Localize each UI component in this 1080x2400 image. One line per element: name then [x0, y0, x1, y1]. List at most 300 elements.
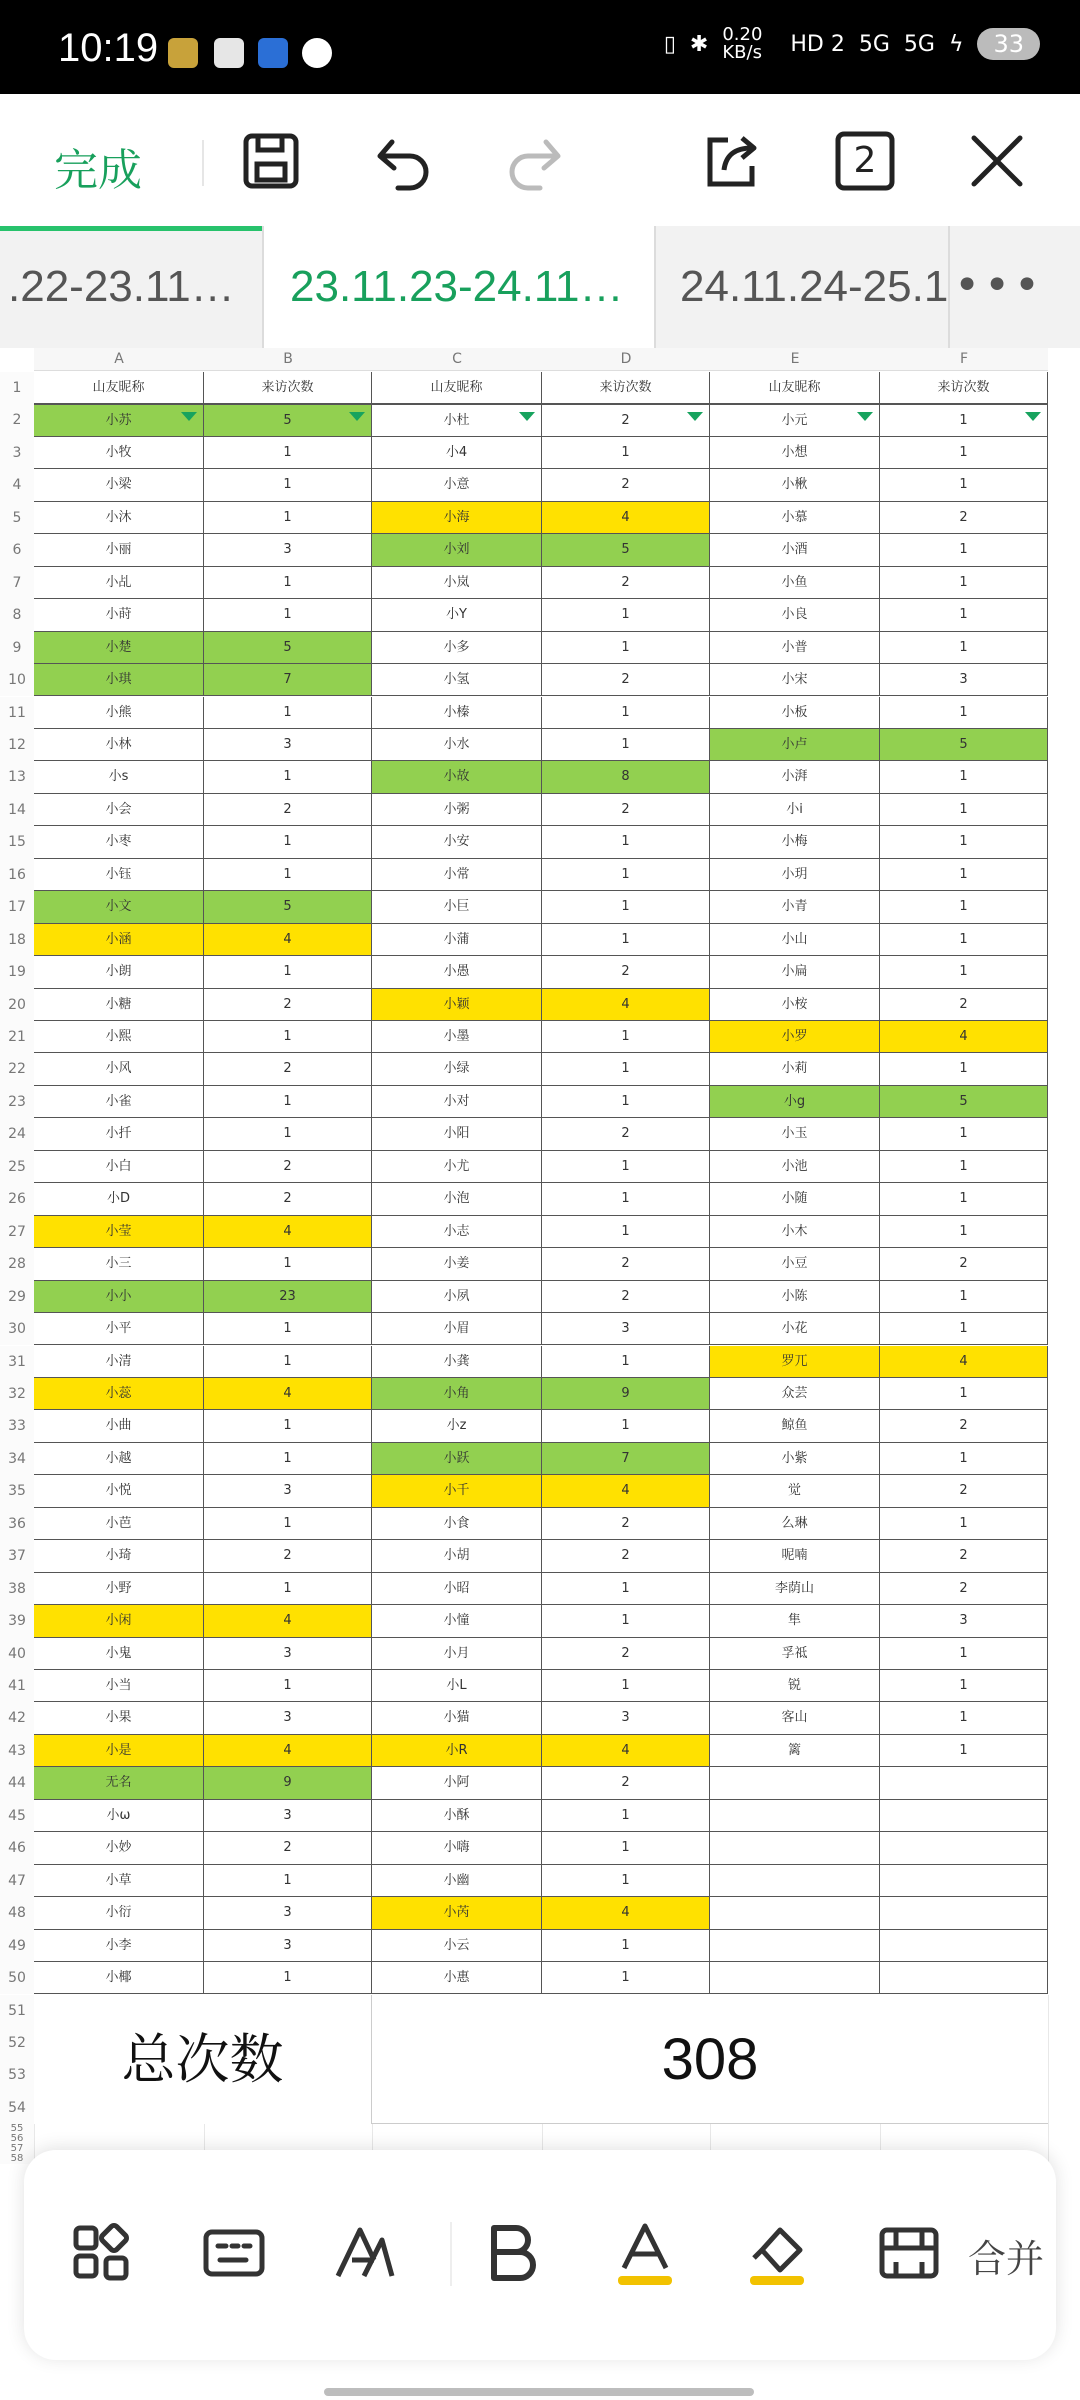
name-cell[interactable]: 小越	[34, 1443, 204, 1475]
font-style-icon[interactable]	[330, 2220, 396, 2286]
row-number[interactable]: 43	[0, 1735, 34, 1767]
count-cell[interactable]: 1	[880, 599, 1048, 631]
row-number[interactable]: 30	[0, 1313, 34, 1345]
name-cell[interactable]: 小莉	[710, 1053, 880, 1085]
row-number[interactable]: 34	[0, 1443, 34, 1475]
count-cell[interactable]: 4	[542, 502, 710, 534]
name-cell[interactable]: 小D	[34, 1183, 204, 1215]
row-number[interactable]: 57	[0, 2144, 34, 2154]
name-cell[interactable]: 锐	[710, 1670, 880, 1702]
count-cell[interactable]: 1	[880, 1313, 1048, 1345]
filter-dropdown-icon[interactable]	[857, 412, 873, 421]
name-cell[interactable]: 小林	[34, 729, 204, 761]
count-cell[interactable]: 1	[204, 1410, 372, 1442]
name-cell[interactable]: 小扁	[710, 956, 880, 988]
name-cell[interactable]: 小昭	[372, 1573, 542, 1605]
name-cell[interactable]: 小氢	[372, 664, 542, 696]
count-cell[interactable]: 4	[204, 1735, 372, 1767]
name-cell[interactable]: 小良	[710, 599, 880, 631]
filter-dropdown-icon[interactable]	[349, 412, 365, 421]
count-cell[interactable]: 9	[542, 1378, 710, 1410]
name-cell[interactable]: 觉	[710, 1475, 880, 1507]
count-cell[interactable]: 2	[542, 1118, 710, 1150]
name-cell[interactable]: 小平	[34, 1313, 204, 1345]
name-cell[interactable]: 小鬼	[34, 1638, 204, 1670]
count-cell[interactable]: 1	[542, 599, 710, 631]
count-cell[interactable]: 1	[542, 729, 710, 761]
name-cell[interactable]: 小姜	[372, 1248, 542, 1280]
name-cell[interactable]: 小风	[34, 1053, 204, 1085]
count-cell[interactable]: 1	[880, 469, 1048, 501]
count-cell[interactable]: 1	[542, 1021, 710, 1053]
name-cell[interactable]: 小文	[34, 891, 204, 923]
name-cell[interactable]: 小玉	[710, 1118, 880, 1150]
count-cell[interactable]: 5	[204, 632, 372, 664]
row-number[interactable]: 32	[0, 1378, 34, 1410]
row-number[interactable]: 46	[0, 1832, 34, 1864]
header-cell[interactable]: 山友昵称	[372, 372, 542, 404]
count-cell[interactable]: 1	[542, 1605, 710, 1637]
row-number[interactable]: 13	[0, 761, 34, 793]
name-cell[interactable]: 小猫	[372, 1702, 542, 1734]
count-cell[interactable]	[880, 1865, 1048, 1897]
header-cell[interactable]: 来访次数	[542, 372, 710, 404]
name-cell[interactable]: 小夙	[372, 1281, 542, 1313]
name-cell[interactable]: 小阳	[372, 1118, 542, 1150]
name-cell[interactable]: 小s	[34, 761, 204, 793]
count-cell[interactable]: 1	[204, 697, 372, 729]
row-number[interactable]: 33	[0, 1410, 34, 1442]
name-cell[interactable]: 小嗨	[372, 1832, 542, 1864]
count-cell[interactable]: 2	[542, 664, 710, 696]
count-cell[interactable]: 1	[880, 437, 1048, 469]
count-cell[interactable]: 1	[542, 1832, 710, 1864]
header-cell[interactable]: 来访次数	[880, 372, 1048, 404]
name-cell[interactable]: 小李	[34, 1930, 204, 1962]
row-number[interactable]: 9	[0, 632, 34, 664]
count-cell[interactable]: 4	[204, 924, 372, 956]
name-cell[interactable]: 小乩	[34, 567, 204, 599]
row-number[interactable]: 40	[0, 1638, 34, 1670]
name-cell[interactable]: 小小	[34, 1281, 204, 1313]
count-cell[interactable]: 3	[880, 664, 1048, 696]
name-cell[interactable]: 小卢	[710, 729, 880, 761]
name-cell[interactable]: 小泡	[372, 1183, 542, 1215]
row-number[interactable]: 48	[0, 1897, 34, 1929]
row-number[interactable]: 15	[0, 826, 34, 858]
count-cell[interactable]: 2	[204, 794, 372, 826]
count-cell[interactable]: 1	[542, 1962, 710, 1994]
name-cell[interactable]: 小4	[372, 437, 542, 469]
name-cell[interactable]: 小雀	[34, 1086, 204, 1118]
count-cell[interactable]: 1	[204, 1086, 372, 1118]
row-number[interactable]: 39	[0, 1605, 34, 1637]
name-cell[interactable]: 小琪	[34, 664, 204, 696]
name-cell[interactable]: 客山	[710, 1702, 880, 1734]
name-cell[interactable]: 小清	[34, 1346, 204, 1378]
name-cell[interactable]: 小水	[372, 729, 542, 761]
row-number[interactable]: 24	[0, 1118, 34, 1150]
count-cell[interactable]: 2	[542, 1508, 710, 1540]
name-cell[interactable]: 小芮	[372, 1897, 542, 1929]
count-cell[interactable]: 1	[880, 1216, 1048, 1248]
row-number[interactable]: 14	[0, 794, 34, 826]
count-cell[interactable]: 1	[880, 404, 1048, 436]
count-cell[interactable]: 1	[204, 761, 372, 793]
count-cell[interactable]: 1	[204, 1346, 372, 1378]
count-cell[interactable]: 1	[204, 599, 372, 631]
name-cell[interactable]: 小是	[34, 1735, 204, 1767]
count-cell[interactable]: 2	[880, 1248, 1048, 1280]
count-cell[interactable]: 2	[542, 1767, 710, 1799]
name-cell[interactable]: 小楸	[710, 469, 880, 501]
name-cell[interactable]: 小尤	[372, 1151, 542, 1183]
name-cell[interactable]: 小玥	[710, 859, 880, 891]
row-number[interactable]: 38	[0, 1573, 34, 1605]
count-cell[interactable]: 1	[880, 859, 1048, 891]
row-number[interactable]: 23	[0, 1086, 34, 1118]
name-cell[interactable]: 小酒	[710, 534, 880, 566]
name-cell[interactable]: 小梅	[710, 826, 880, 858]
count-cell[interactable]: 1	[542, 826, 710, 858]
count-cell[interactable]: 4	[204, 1216, 372, 1248]
grid-view-icon[interactable]	[68, 2220, 134, 2286]
name-cell[interactable]: 无名	[34, 1767, 204, 1799]
row-number[interactable]: 4	[0, 469, 34, 501]
count-cell[interactable]: 4	[880, 1021, 1048, 1053]
total-label[interactable]: 总次数	[34, 1995, 372, 2125]
count-cell[interactable]: 2	[880, 989, 1048, 1021]
count-cell[interactable]: 2	[204, 1053, 372, 1085]
name-cell[interactable]: 小L	[372, 1670, 542, 1702]
name-cell[interactable]: 小果	[34, 1702, 204, 1734]
name-cell[interactable]: 篱	[710, 1735, 880, 1767]
count-cell[interactable]: 1	[880, 1670, 1048, 1702]
keyboard-icon[interactable]	[200, 2220, 266, 2286]
name-cell[interactable]: 小蕊	[34, 1378, 204, 1410]
count-cell[interactable]: 1	[542, 1086, 710, 1118]
count-cell[interactable]	[880, 1832, 1048, 1864]
name-cell[interactable]: 小木	[710, 1216, 880, 1248]
count-cell[interactable]: 2	[880, 1573, 1048, 1605]
name-cell[interactable]: 小故	[372, 761, 542, 793]
name-cell[interactable]: 小惠	[372, 1962, 542, 1994]
done-button[interactable]: 完成	[54, 145, 142, 196]
count-cell[interactable]: 1	[880, 794, 1048, 826]
name-cell[interactable]: 小池	[710, 1151, 880, 1183]
row-number[interactable]: 12	[0, 729, 34, 761]
name-cell[interactable]: 小多	[372, 632, 542, 664]
count-cell[interactable]: 1	[880, 632, 1048, 664]
name-cell[interactable]: 小意	[372, 469, 542, 501]
count-cell[interactable]: 2	[542, 404, 710, 436]
row-number[interactable]: 19	[0, 956, 34, 988]
row-number[interactable]: 35	[0, 1475, 34, 1507]
name-cell[interactable]: 小月	[372, 1638, 542, 1670]
count-cell[interactable]: 1	[204, 437, 372, 469]
name-cell[interactable]: 小杜	[372, 404, 542, 436]
row-number[interactable]: 6	[0, 534, 34, 566]
count-cell[interactable]: 3	[204, 1475, 372, 1507]
count-cell[interactable]: 1	[542, 1865, 710, 1897]
home-indicator[interactable]	[324, 2388, 754, 2396]
count-cell[interactable]: 4	[204, 1605, 372, 1637]
name-cell[interactable]: 小野	[34, 1573, 204, 1605]
count-cell[interactable]: 4	[542, 989, 710, 1021]
name-cell[interactable]: 小云	[372, 1930, 542, 1962]
name-cell[interactable]: 小丽	[34, 534, 204, 566]
name-cell[interactable]: 李荫山	[710, 1573, 880, 1605]
name-cell[interactable]: 小颖	[372, 989, 542, 1021]
count-cell[interactable]: 3	[542, 1313, 710, 1345]
count-cell[interactable]: 1	[204, 1443, 372, 1475]
row-number[interactable]: 16	[0, 859, 34, 891]
count-cell[interactable]: 1	[542, 632, 710, 664]
name-cell[interactable]: 小R	[372, 1735, 542, 1767]
count-cell[interactable]: 1	[204, 956, 372, 988]
row-number[interactable]: 7	[0, 567, 34, 599]
row-number[interactable]: 55	[0, 2124, 34, 2134]
name-cell[interactable]: 小绿	[372, 1053, 542, 1085]
name-cell[interactable]: 小宋	[710, 664, 880, 696]
name-cell[interactable]: 小当	[34, 1670, 204, 1702]
name-cell[interactable]	[710, 1962, 880, 1994]
count-cell[interactable]: 3	[542, 1702, 710, 1734]
column-header-d[interactable]: D	[542, 348, 710, 371]
name-cell[interactable]: 小幽	[372, 1865, 542, 1897]
count-cell[interactable]: 1	[204, 1248, 372, 1280]
merge-label[interactable]: 合并	[968, 2237, 1045, 2281]
count-cell[interactable]: 2	[542, 1638, 710, 1670]
name-cell[interactable]: 小罗	[710, 1021, 880, 1053]
row-number[interactable]: 3	[0, 437, 34, 469]
name-cell[interactable]: 小元	[710, 404, 880, 436]
name-cell[interactable]: 小涵	[34, 924, 204, 956]
count-cell[interactable]: 2	[880, 1410, 1048, 1442]
name-cell[interactable]: 小Y	[372, 599, 542, 631]
filter-dropdown-icon[interactable]	[687, 412, 703, 421]
count-cell[interactable]: 1	[542, 1930, 710, 1962]
count-cell[interactable]: 2	[542, 956, 710, 988]
name-cell[interactable]: 小湃	[710, 761, 880, 793]
name-cell[interactable]: 呢喃	[710, 1540, 880, 1572]
undo-icon[interactable]	[370, 128, 436, 194]
count-cell[interactable]: 2	[204, 1832, 372, 1864]
count-cell[interactable]: 3	[204, 1800, 372, 1832]
count-cell[interactable]: 1	[880, 1508, 1048, 1540]
name-cell[interactable]: 小钰	[34, 859, 204, 891]
row-number[interactable]: 5	[0, 502, 34, 534]
name-cell[interactable]: 小跃	[372, 1443, 542, 1475]
count-cell[interactable]: 2	[204, 1183, 372, 1215]
count-cell[interactable]: 5	[880, 729, 1048, 761]
count-cell[interactable]: 2	[542, 1248, 710, 1280]
count-cell[interactable]: 1	[542, 697, 710, 729]
count-cell[interactable]: 1	[542, 1183, 710, 1215]
name-cell[interactable]: 众芸	[710, 1378, 880, 1410]
name-cell[interactable]: 小琦	[34, 1540, 204, 1572]
count-cell[interactable]: 1	[880, 534, 1048, 566]
count-cell[interactable]: 1	[880, 891, 1048, 923]
row-number[interactable]: 22	[0, 1053, 34, 1085]
count-cell[interactable]: 2	[880, 1540, 1048, 1572]
save-icon[interactable]	[238, 128, 304, 194]
count-cell[interactable]: 4	[542, 1475, 710, 1507]
window-count-icon[interactable]	[832, 128, 898, 194]
count-cell[interactable]: 2	[880, 502, 1048, 534]
name-cell[interactable]: 小志	[372, 1216, 542, 1248]
count-cell[interactable]	[880, 1767, 1048, 1799]
name-cell[interactable]: 小随	[710, 1183, 880, 1215]
row-number[interactable]: 27	[0, 1216, 34, 1248]
cell-merge-icon[interactable]	[876, 2220, 942, 2286]
count-cell[interactable]	[880, 1930, 1048, 1962]
count-cell[interactable]: 4	[204, 1378, 372, 1410]
count-cell[interactable]: 1	[204, 1670, 372, 1702]
column-header-f[interactable]: F	[880, 348, 1048, 371]
count-cell[interactable]	[880, 1800, 1048, 1832]
row-number[interactable]: 11	[0, 697, 34, 729]
name-cell[interactable]: 小楚	[34, 632, 204, 664]
count-cell[interactable]: 1	[880, 1735, 1048, 1767]
count-cell[interactable]: 1	[542, 1216, 710, 1248]
name-cell[interactable]: 小巨	[372, 891, 542, 923]
row-number[interactable]: 41	[0, 1670, 34, 1702]
row-number[interactable]: 52	[0, 2027, 34, 2059]
name-cell[interactable]	[710, 1767, 880, 1799]
row-number[interactable]: 2	[0, 404, 34, 436]
name-cell[interactable]: 罗兀	[710, 1346, 880, 1378]
name-cell[interactable]: 小g	[710, 1086, 880, 1118]
tab-sheet-3[interactable]: 24.11.24-25.1	[680, 262, 948, 311]
row-number[interactable]: 53	[0, 2059, 34, 2091]
count-cell[interactable]: 4	[542, 1735, 710, 1767]
count-cell[interactable]: 1	[204, 1313, 372, 1345]
row-number[interactable]: 10	[0, 664, 34, 696]
row-number[interactable]: 44	[0, 1767, 34, 1799]
count-cell[interactable]: 1	[204, 859, 372, 891]
count-cell[interactable]: 3	[880, 1605, 1048, 1637]
count-cell[interactable]: 1	[880, 956, 1048, 988]
count-cell[interactable]: 1	[204, 1508, 372, 1540]
name-cell[interactable]: 小i	[710, 794, 880, 826]
row-number[interactable]: 21	[0, 1021, 34, 1053]
count-cell[interactable]: 4	[880, 1346, 1048, 1378]
row-number[interactable]: 26	[0, 1183, 34, 1215]
row-number[interactable]: 29	[0, 1281, 34, 1313]
header-cell[interactable]: 山友昵称	[34, 372, 204, 404]
count-cell[interactable]: 3	[204, 1702, 372, 1734]
filter-dropdown-icon[interactable]	[181, 412, 197, 421]
name-cell[interactable]: 小青	[710, 891, 880, 923]
name-cell[interactable]: 小熊	[34, 697, 204, 729]
filter-dropdown-icon[interactable]	[519, 412, 535, 421]
row-number[interactable]: 54	[0, 2092, 34, 2124]
count-cell[interactable]: 1	[204, 567, 372, 599]
count-cell[interactable]: 1	[880, 924, 1048, 956]
count-cell[interactable]: 9	[204, 1767, 372, 1799]
count-cell[interactable]: 1	[880, 697, 1048, 729]
count-cell[interactable]: 2	[204, 1151, 372, 1183]
row-number[interactable]: 49	[0, 1930, 34, 1962]
name-cell[interactable]: 小慕	[710, 502, 880, 534]
name-cell[interactable]: 小会	[34, 794, 204, 826]
row-number[interactable]: 42	[0, 1702, 34, 1734]
name-cell[interactable]: 小想	[710, 437, 880, 469]
name-cell[interactable]: 小粥	[372, 794, 542, 826]
name-cell[interactable]: 小眉	[372, 1313, 542, 1345]
name-cell[interactable]: 小憧	[372, 1605, 542, 1637]
header-cell[interactable]: 来访次数	[204, 372, 372, 404]
count-cell[interactable]: 3	[204, 1930, 372, 1962]
count-cell[interactable]: 1	[880, 1702, 1048, 1734]
name-cell[interactable]	[710, 1897, 880, 1929]
total-value[interactable]: 308	[372, 1995, 1048, 2125]
name-cell[interactable]: 小陈	[710, 1281, 880, 1313]
name-cell[interactable]: 小芭	[34, 1508, 204, 1540]
count-cell[interactable]: 3	[204, 1897, 372, 1929]
count-cell[interactable]: 3	[204, 729, 372, 761]
name-cell[interactable]: 小曲	[34, 1410, 204, 1442]
name-cell[interactable]: 鲸鱼	[710, 1410, 880, 1442]
row-number[interactable]: 31	[0, 1346, 34, 1378]
count-cell[interactable]: 1	[204, 502, 372, 534]
name-cell[interactable]	[710, 1930, 880, 1962]
column-header-e[interactable]: E	[710, 348, 880, 371]
count-cell[interactable]: 1	[204, 1865, 372, 1897]
column-header-c[interactable]: C	[372, 348, 542, 371]
name-cell[interactable]: 小z	[372, 1410, 542, 1442]
name-cell[interactable]: 小扦	[34, 1118, 204, 1150]
count-cell[interactable]: 2	[204, 989, 372, 1021]
count-cell[interactable]: 1	[880, 1151, 1048, 1183]
name-cell[interactable]	[710, 1800, 880, 1832]
count-cell[interactable]: 23	[204, 1281, 372, 1313]
name-cell[interactable]: 小熙	[34, 1021, 204, 1053]
count-cell[interactable]: 3	[204, 1638, 372, 1670]
name-cell[interactable]: 小闲	[34, 1605, 204, 1637]
tab-sheet-2[interactable]: 23.11.23-24.11…	[264, 226, 654, 348]
count-cell[interactable]: 8	[542, 761, 710, 793]
count-cell[interactable]: 2	[204, 1540, 372, 1572]
count-cell[interactable]: 1	[542, 1053, 710, 1085]
name-cell[interactable]	[710, 1832, 880, 1864]
name-cell[interactable]: 小愚	[372, 956, 542, 988]
count-cell[interactable]: 1	[880, 1183, 1048, 1215]
name-cell[interactable]: 小食	[372, 1508, 542, 1540]
name-cell[interactable]: 小海	[372, 502, 542, 534]
name-cell[interactable]: 小对	[372, 1086, 542, 1118]
name-cell[interactable]: 小草	[34, 1865, 204, 1897]
name-cell[interactable]: 小蒲	[372, 924, 542, 956]
name-cell[interactable]: 小千	[372, 1475, 542, 1507]
name-cell[interactable]: 小枣	[34, 826, 204, 858]
count-cell[interactable]: 1	[542, 891, 710, 923]
name-cell[interactable]: 小刘	[372, 534, 542, 566]
name-cell[interactable]	[710, 1865, 880, 1897]
count-cell[interactable]: 3	[204, 534, 372, 566]
redo-icon[interactable]	[502, 128, 568, 194]
name-cell[interactable]: 小墨	[372, 1021, 542, 1053]
count-cell[interactable]: 1	[880, 1053, 1048, 1085]
more-tabs-button[interactable]: •••	[954, 260, 1044, 311]
name-cell[interactable]: 小鱼	[710, 567, 880, 599]
row-number[interactable]: 20	[0, 989, 34, 1021]
row-number[interactable]: 36	[0, 1508, 34, 1540]
name-cell[interactable]: 小豆	[710, 1248, 880, 1280]
name-cell[interactable]: 孚祗	[710, 1638, 880, 1670]
count-cell[interactable]: 2	[542, 794, 710, 826]
